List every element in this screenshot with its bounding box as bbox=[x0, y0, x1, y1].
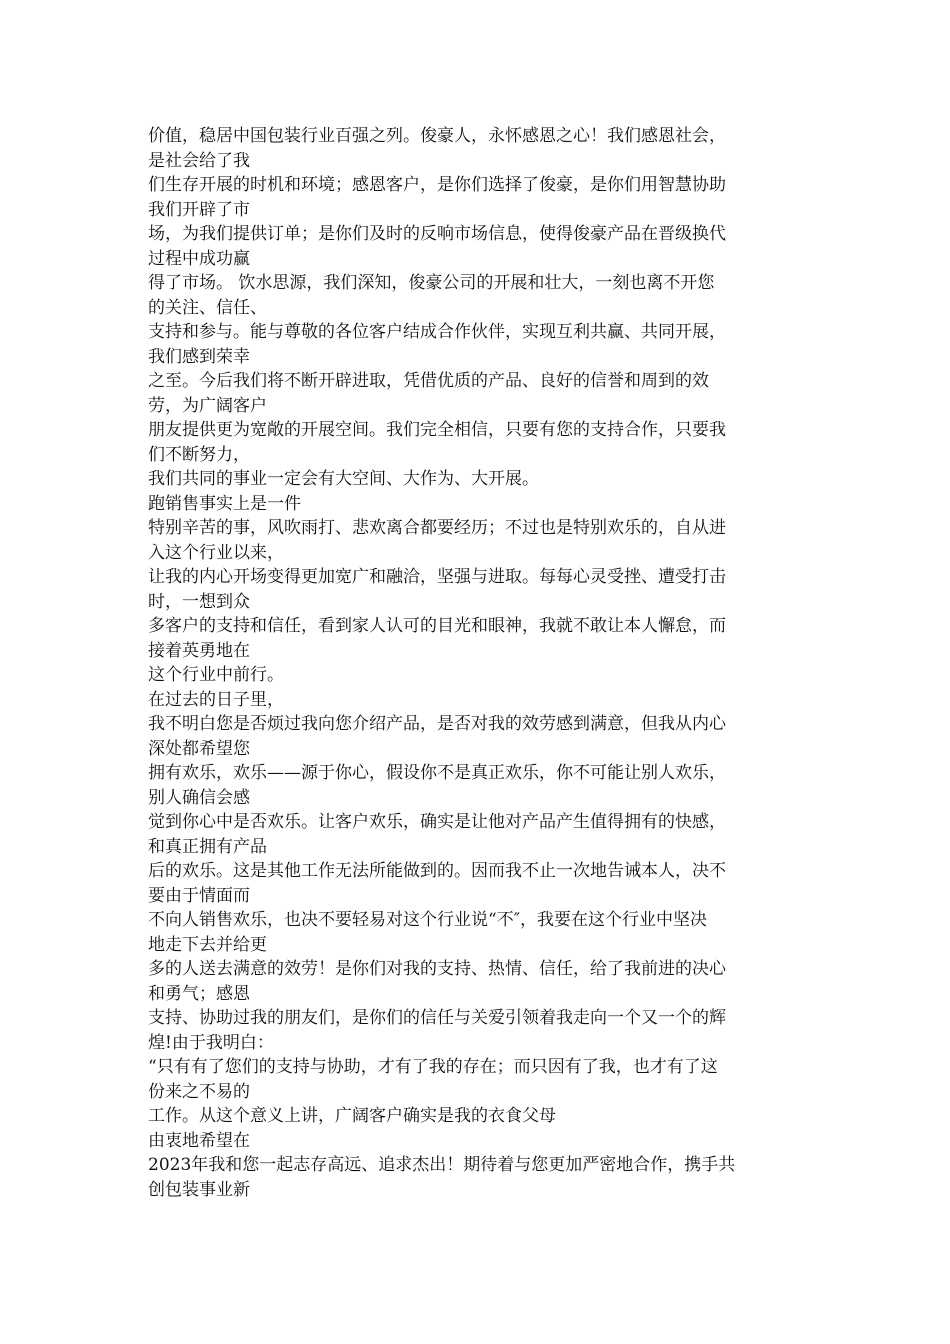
text-line: 创包装事业新 bbox=[148, 1179, 250, 1200]
text-line: 场，为我们提供订单；是你们及时的反响市场信息，使得俊豪产品在晋级换代 bbox=[148, 224, 726, 244]
text-line: 拥有欢乐，欢乐——源于你心，假设你不是真正欢乐，你不可能让别人欢乐， bbox=[148, 763, 726, 783]
text-line: 要由于情面而 bbox=[148, 885, 250, 906]
text-line: 价值，稳居中国包装行业百强之列。俊豪人，永怀感恩之心！我们感恩社会， bbox=[148, 126, 726, 146]
text-line: 和勇气；感恩 bbox=[148, 983, 250, 1004]
text-line: 支持、协助过我的朋友们，是你们的信任与关爱引领着我走向一个又一个的辉 bbox=[148, 1008, 726, 1028]
text-line: 和真正拥有产品 bbox=[148, 836, 267, 857]
text-line: 是社会给了我 bbox=[148, 150, 250, 171]
text-line: 煌!由于我明白： bbox=[148, 1032, 274, 1053]
text-line: 我不明白您是否烦过我向您介绍产品，是否对我的效劳感到满意，但我从内心 bbox=[148, 714, 726, 734]
text-line: 这个行业中前行。 bbox=[148, 665, 284, 685]
text-line: 我们共同的事业一定会有大空间、大作为、大开展。 bbox=[148, 469, 539, 489]
text-line: 入这个行业以来， bbox=[148, 542, 284, 563]
text-line: 特别辛苦的事，风吹雨打、悲欢离合都要经历；不过也是特别欢乐的，自从进 bbox=[148, 518, 726, 538]
text-line: 的关注、信任、 bbox=[148, 297, 267, 318]
text-line: 工作。从这个意义上讲，广阔客户确实是我的衣食父母 bbox=[148, 1106, 556, 1126]
text-line: 别人确信会感 bbox=[148, 787, 250, 808]
text-line: 2023年我和您一起志存高远、追求杰出！期待着与您更加严密地合作，携手共 bbox=[148, 1155, 736, 1175]
text-line: 我们开辟了市 bbox=[148, 199, 250, 220]
text-line: 之至。今后我们将不断开辟进取，凭借优质的产品、良好的信誉和周到的效 bbox=[148, 371, 709, 391]
text-line: 我们感到荣幸 bbox=[148, 346, 250, 367]
text-line: 多的人送去满意的效劳！是你们对我的支持、热情、信任，给了我前进的决心 bbox=[148, 959, 726, 979]
text-line: 得了市场。 饮水思源，我们深知，俊豪公司的开展和壮大，一刻也离不开您 bbox=[148, 273, 715, 293]
text-line: 份来之不易的 bbox=[148, 1081, 250, 1102]
text-line: 多客户的支持和信任，看到家人认可的目光和眼神，我就不敢让本人懈怠，而 bbox=[148, 616, 726, 636]
text-line: 跑销售事实上是一件 bbox=[148, 493, 301, 514]
text-line: 后的欢乐。这是其他工作无法所能做到的。因而我不止一次地告诫本人，决不 bbox=[148, 861, 726, 881]
text-line: 地走下去并给更 bbox=[148, 934, 267, 955]
text-line: 朋友提供更为宽敞的开展空间。我们完全相信，只要有您的支持合作，只要我 bbox=[148, 420, 726, 440]
text-line: 觉到你心中是否欢乐。让客户欢乐，确实是让他对产品产生值得拥有的快感， bbox=[148, 812, 726, 832]
text-line: 接着英勇地在 bbox=[148, 640, 250, 661]
text-line: 过程中成功赢 bbox=[148, 248, 250, 269]
text-line: 不向人销售欢乐，也决不要轻易对这个行业说“不″，我要在这个行业中坚决 bbox=[148, 910, 708, 930]
text-line: 由衷地希望在 bbox=[148, 1130, 250, 1151]
text-line: 支持和参与。能与尊敬的各位客户结成合作伙伴，实现互利共赢、共同开展， bbox=[148, 322, 726, 342]
text-line: 让我的内心开场变得更加宽广和融洽，坚强与进取。每每心灵受挫、遭受打击 bbox=[148, 567, 726, 587]
text-line: 时，一想到众 bbox=[148, 591, 250, 612]
text-line: 们不断努力， bbox=[148, 444, 250, 465]
document-body-text bbox=[148, 124, 808, 1202]
text-line: “只有有了您们的支持与协助，才有了我的存在；而只因有了我，也才有了这 bbox=[148, 1057, 718, 1077]
text-line: 们生存开展的时机和环境；感恩客户，是你们选择了俊豪，是你们用智慧协助 bbox=[148, 175, 726, 195]
text-line: 劳，为广阔客户 bbox=[148, 395, 267, 416]
text-line: 深处都希望您 bbox=[148, 738, 250, 759]
text-line: 在过去的日子里， bbox=[148, 689, 284, 710]
